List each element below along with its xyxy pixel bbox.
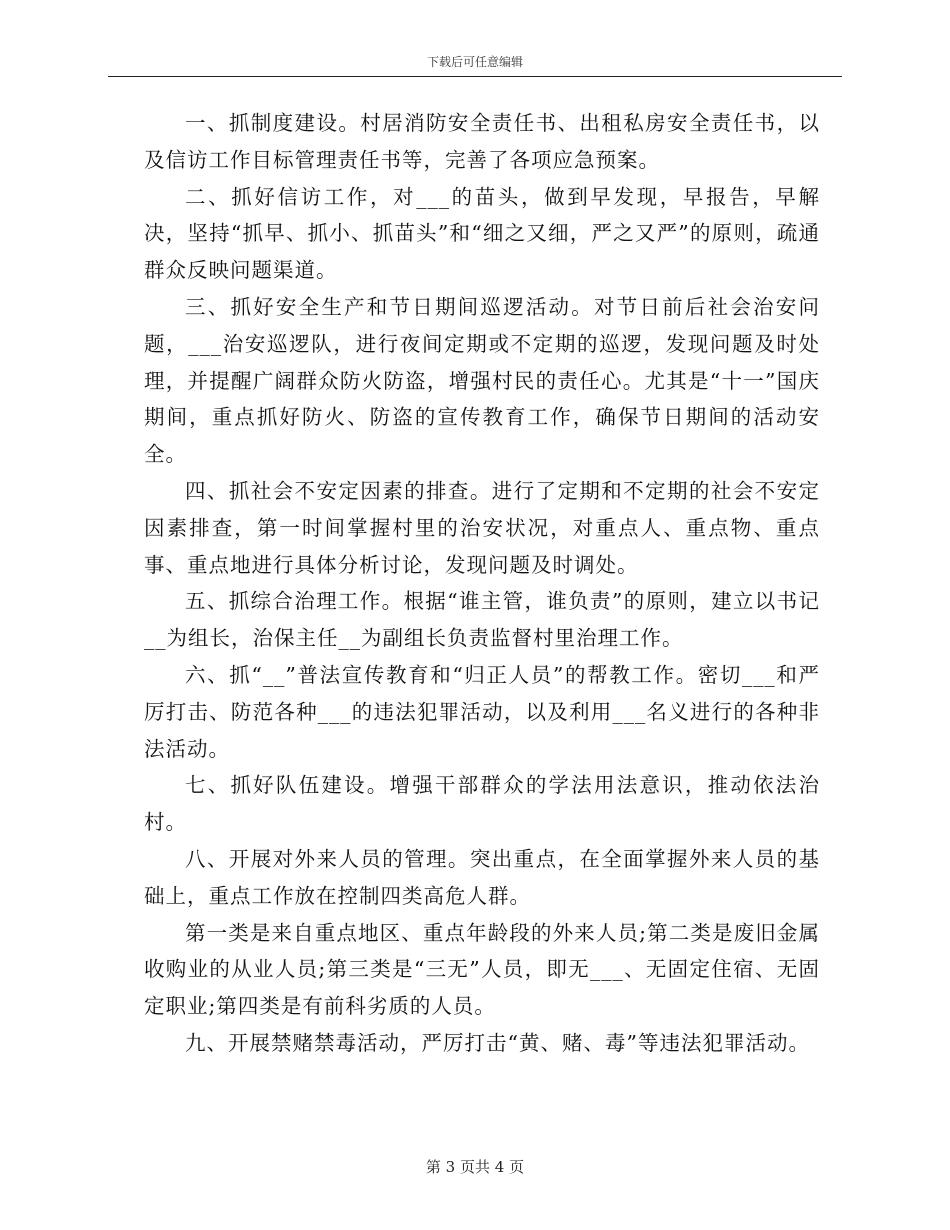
paragraph-1: 一、抓制度建设。村居消防安全责任书、出租私房安全责任书，以及信访工作目标管理责任书等，完善了各项应急预案。 <box>144 111 820 172</box>
paragraph-10: 九、开展禁赌禁毒活动，严厉打击“黄、赌、毒”等违法犯罪活动。 <box>185 1030 810 1055</box>
page-number: 第 3 页共 4 页 <box>425 1158 525 1176</box>
document-body <box>144 105 820 1062</box>
paragraph-4: 四、抓社会不安定因素的排查。进行了定期和不定期的社会不安定因素排查，第一时间掌握村里的治安状况，对重点人、重点物、重点事、重点地进行具体分析讨论，发现问题及时调处。 <box>144 478 820 577</box>
page-header: 下载后可任意编辑 <box>426 55 523 69</box>
paragraph-7: 七、抓好队伍建设。增强干部群众的学法用法意识，推动依法治村。 <box>144 773 820 835</box>
paragraph-9: 第一类是来自重点地区、重点年龄段的外来人员;第二类是废旧金属收购业的从业人员;第三类是“三无”人员，即无___、无固定住宿、无固定职业;第四类是有前科劣质的人员。 <box>144 920 820 1019</box>
paragraph-5: 五、抓综合治理工作。根据“谁主管，谁负责”的原则，建立以书记__为组长，治保主任__为副组长负责监督村里治理工作。 <box>144 589 820 651</box>
paragraph-2: 二、抓好信访工作，对___的苗头，做到早发现，早报告，早解决，坚持“抓早、抓小、抓苗头”和“细之又细，严之又严”的原则，疏通群众反映问题渠道。 <box>144 184 820 283</box>
paragraph-8: 八、开展对外来人员的管理。突出重点，在全面掌握外来人员的基础上，重点工作放在控制四类高危人群。 <box>144 846 820 908</box>
paragraph-3: 三、抓好安全生产和节日期间巡逻活动。对节日前后社会治安问题，___治安巡逻队，进行夜间定期或不定期的巡逻，发现问题及时处理，并提醒广阔群众防火防盗，增强村民的责任心。尤其是“十一”国庆期间，重点抓好防火、防盗的宣传教育工作，确保节日期间的活动安全。 <box>144 294 820 467</box>
paragraph-6: 六、抓“__”普法宣传教育和“归正人员”的帮教工作。密切___和严厉打击、防范各种___的违法犯罪活动，以及利用___名义进行的各种非法活动。 <box>144 662 820 761</box>
header-divider <box>108 76 842 77</box>
